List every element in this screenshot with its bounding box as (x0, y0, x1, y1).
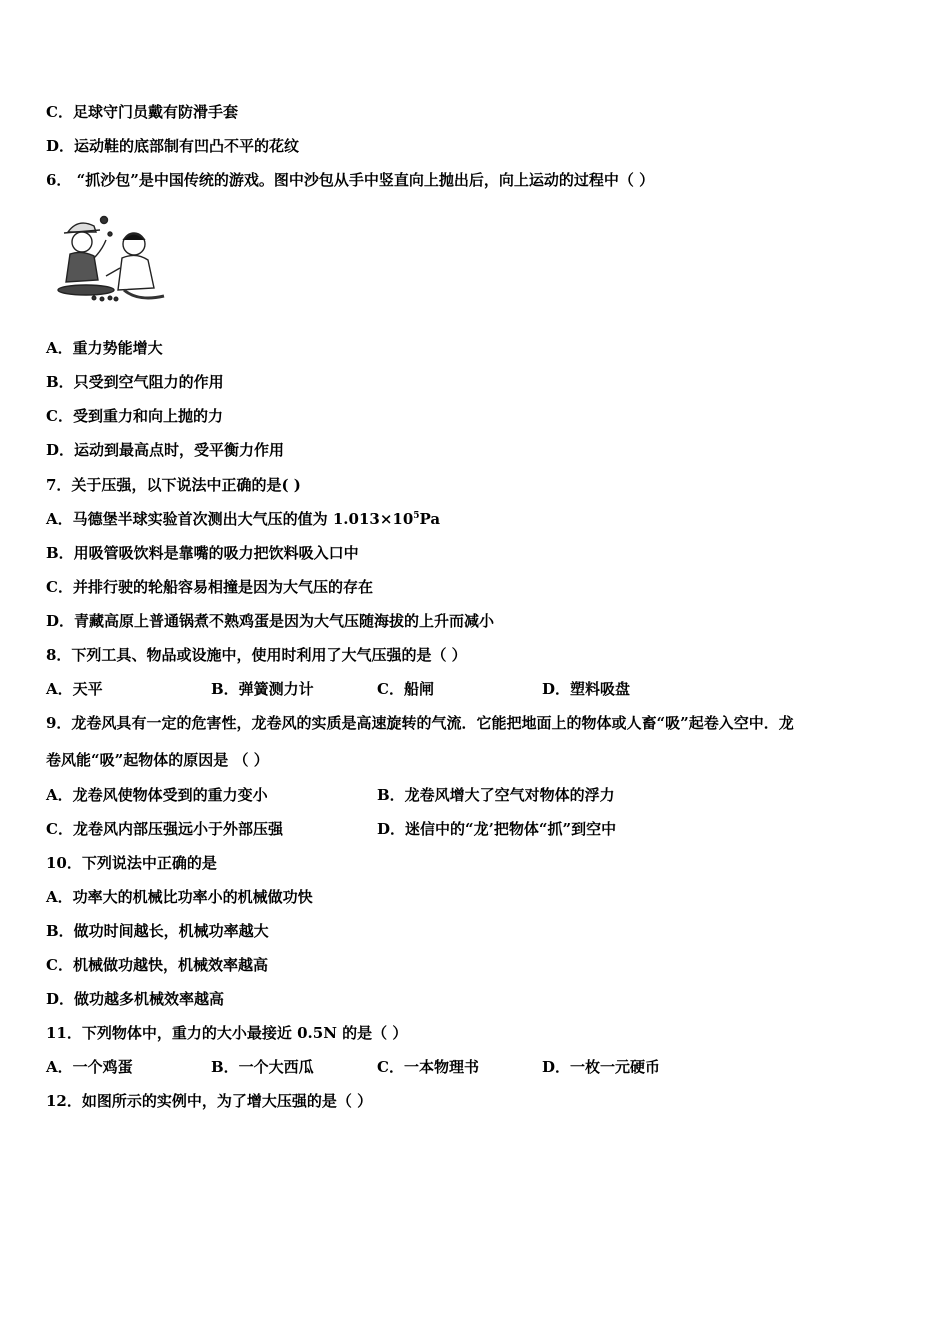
q10-stem: 10．下列说法中正确的是 (46, 854, 217, 872)
q6-option-a: A．重力势能增大 (46, 339, 163, 357)
sandbag-figure-icon (54, 210, 170, 304)
q9-option-a: A．龙卷风使物体受到的重力变小 (46, 786, 268, 804)
q7-option-a-unit: Pa (419, 510, 441, 528)
q10-option-a: A．功率大的机械比功率小的机械做功快 (46, 888, 313, 906)
q7-option-a-exponent: 5 (413, 511, 420, 521)
q6-option-d: D．运动到最高点时，受平衡力作用 (46, 441, 285, 459)
q9-stem-line2: 卷风能“吸”起物体的原因是 （ ） (46, 751, 269, 769)
q7-option-a (46, 509, 440, 529)
q9-option-b: B．龙卷风增大了空气对物体的浮力 (377, 786, 615, 804)
q11-option-a: A．一个鸡蛋 (46, 1058, 133, 1076)
q9-option-d: D．迷信中的“龙’把物体“抓”到空中 (377, 820, 617, 838)
q9-stem-line1: 9．龙卷风具有一定的危害性，龙卷风的实质是高速旋转的气流．它能把地面上的物体或人畜“吸”起卷入空中．龙 (46, 714, 794, 732)
q11-option-b: B．一个大西瓜 (211, 1058, 314, 1076)
q5-option-c: C．足球守门员戴有防滑手套 (46, 103, 238, 121)
q7-option-b: B．用吸管吸饮料是靠嘴的吸力把饮料吸入口中 (46, 544, 359, 562)
q8-option-c: C．船闸 (377, 680, 434, 698)
q10-option-d: D．做功越多机械效率越高 (46, 990, 225, 1008)
children-playing-sandbag-illustration (54, 210, 170, 304)
q10-option-b: B．做功时间越长，机械功率越大 (46, 922, 269, 940)
q7-option-d: D．青藏高原上普通锅煮不熟鸡蛋是因为大气压随海拔的上升而减小 (46, 612, 495, 630)
q6-option-c: C．受到重力和向上抛的力 (46, 407, 223, 425)
q12-stem: 12．如图所示的实例中，为了增大压强的是（ ） (46, 1092, 373, 1110)
q8-option-a: A．天平 (46, 680, 103, 698)
q7-option-c: C．并排行驶的轮船容易相撞是因为大气压的存在 (46, 578, 373, 596)
q8-stem: 8．下列工具、物品或设施中，使用时利用了大气压强的是（ ） (46, 646, 467, 664)
q9-option-c: C．龙卷风内部压强远小于外部压强 (46, 820, 283, 838)
q8-option-b: B．弹簧测力计 (211, 680, 314, 698)
q7-option-a-text: A．马德堡半球实验首次测出大气压的值为 1.013×10 (46, 510, 414, 528)
q8-option-d: D．塑料吸盘 (542, 680, 631, 698)
q7-stem: 7．关于压强，以下说法中正确的是( ) (46, 476, 301, 494)
q10-option-c: C．机械做功越快，机械效率越高 (46, 956, 268, 974)
q5-option-d: D．运动鞋的底部制有凹凸不平的花纹 (46, 137, 300, 155)
q11-stem: 11．下列物体中，重力的大小最接近 0.5N 的是（ ） (46, 1024, 408, 1042)
q11-option-c: C．一本物理书 (377, 1058, 479, 1076)
q6-option-b: B．只受到空气阻力的作用 (46, 373, 224, 391)
q11-option-d: D．一枚一元硬币 (542, 1058, 661, 1076)
q6-stem: 6． “抓沙包”是中国传统的游戏。图中沙包从手中竖直向上抛出后，向上运动的过程中（ ） (46, 171, 655, 189)
